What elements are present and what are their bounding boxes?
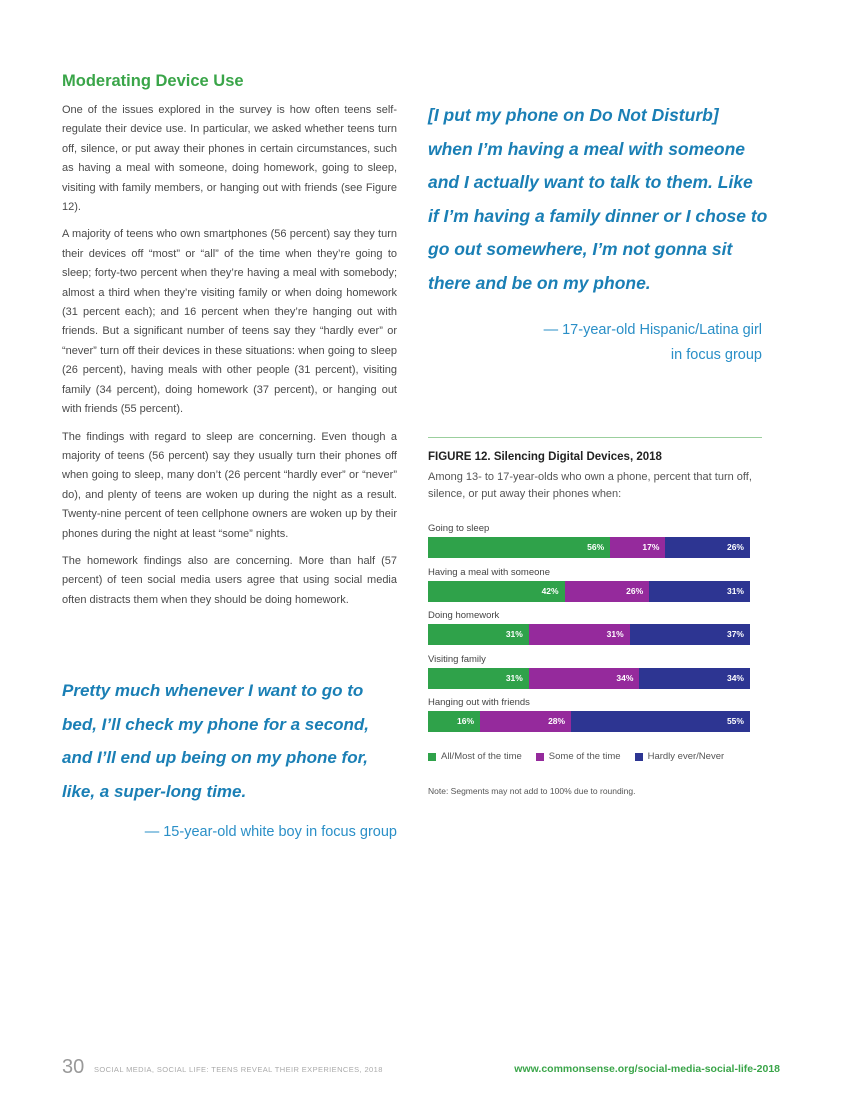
bar-segment [565,581,650,602]
figure-subtitle: Among 13- to 17-year-olds who own a phone, percent that turn off, silence, or put away their phones when: [428,471,752,500]
bar-segment [665,537,750,558]
body-paragraph: The findings with regard to sleep are concerning. Even though a majority of teens (56 percent) say they usually turn their phones off when going to sleep, many don’t (26 percent “hardly ever” or “never” do), and plenty of teens are woken up during the night as a result. Twenty-nine percent of teen cellphone owners are woken up by their phones during the night at least “some” nights. [62,430,397,540]
data-label: 34% [616,672,634,683]
data-label: 26% [726,542,744,552]
bar-segment [428,624,529,645]
bar-group [428,607,758,651]
bar-segment [639,668,750,689]
legend-label: Hardly ever/Never [647,751,725,762]
bar-segment [428,711,480,732]
stacked-bar [428,537,750,558]
legend-swatch [428,753,436,761]
stacked-bar [428,624,750,645]
legend-label: Some of the time [548,751,621,762]
bar-segment [428,537,610,558]
data-label: 16% [457,716,475,726]
bar-group [428,520,758,564]
attribution-line: in focus group [670,347,762,363]
bar-group [428,564,758,608]
bar-segment [529,668,640,689]
data-label: 31% [505,672,523,683]
legend-item [635,751,725,762]
bar-group [428,651,758,695]
body-paragraph: A majority of teens who own smartphones (56 percent) say they turn their devices off “most” or “all” of the time when they’re going to sleep; forty-two percent when they’re having a meal with somebody; almost a third when they’re visiting family or when doing homework (31 percent each); and 16 percent when they’re hanging out with friends. But a significant number of teens say they “hardly ever” or “never” turn off their devices in these situations: when going to sleep (26 percent), having meals with other people (31 percent), visiting family (34 percent), doing homework (37 percent), or hanging out with friends (55 percent). [62,228,397,416]
data-label: 31% [726,585,744,596]
page-footer [62,1056,782,1080]
data-label: 17% [642,542,660,552]
legend-swatch [635,753,643,761]
stacked-bar [428,711,750,732]
data-label: 42% [541,585,559,596]
legend-label: All/Most of the time [441,751,522,762]
pull-quote-attribution: — 15-year-old white boy in focus group [144,824,397,840]
chart-legend [428,751,738,762]
figure-divider [428,437,762,438]
pull-quote-text: Pretty much whenever I want to go to bed, I’ll check my phone for a second, and I’ll end up being on my phone for, like, a super-long time. [62,681,370,801]
category-label: Going to sleep [428,523,490,534]
data-label: 28% [548,716,566,726]
stacked-bar [428,581,750,602]
stacked-bar-chart [428,520,758,738]
bar-group [428,694,758,738]
bar-segment [571,711,750,732]
pull-quote-text: [I put my phone on Do Not Disturb] when I’m having a meal with someone and I actually want to talk to them. Like if I’m having a family dinner or I chose to go out somewhere, I’m not gonna sit there and be on my phone. [428,105,768,293]
category-label: Having a meal with someone [428,566,550,578]
attribution-line: — 17-year-old Hispanic/Latina girl [543,322,762,338]
legend-item [536,751,621,762]
stacked-bar [428,668,750,689]
data-label: 34% [726,672,744,683]
data-label: 56% [587,542,605,552]
body-paragraph: One of the issues explored in the survey is how often teens self-regulate their device use. In particular, we asked whether teens turn off, silence, or put away their phones in certain circumstances, such as having a meal with someone, doing homework, going to sleep, visiting with family members, or hanging out with friends (see Figure 12). [62,104,397,214]
figure-note: Note: Segments may not add to 100% due to rounding. [428,786,636,796]
data-label: 37% [726,629,744,639]
data-label: 31% [505,629,523,639]
bar-segment [529,624,630,645]
pull-quote-right [428,99,768,300]
body-paragraph: The homework findings also are concerning. More than half (57 percent) of teen social media users agree that using social media often distracts them when they should be doing homework. [62,554,397,606]
pull-quote-left [62,674,402,808]
page-number: 30 [62,1056,85,1078]
bar-segment [480,711,571,732]
bar-segment [610,537,665,558]
category-label: Doing homework [428,610,500,621]
category-label: Visiting family [428,653,486,665]
legend-swatch [536,753,544,761]
legend-item [428,751,522,762]
bar-segment [428,581,565,602]
figure-title: FIGURE 12. Silencing Digital Devices, 2018 [428,451,662,463]
data-label: 31% [606,629,624,639]
section-title: Moderating Device Use [62,72,244,90]
data-label: 26% [626,585,644,596]
publication-title: SOCIAL MEDIA, SOCIAL LIFE: TEENS REVEAL THEIR EXPERIENCES, 2018 [94,1065,383,1074]
pull-quote-attribution [428,318,762,368]
footer-link[interactable]: www.commonsense.org/social-media-social-life-2018 [514,1063,780,1075]
category-label: Hanging out with friends [428,697,530,708]
main-text-column [62,70,397,618]
bar-segment [649,581,750,602]
bar-segment [630,624,750,645]
data-label: 55% [726,716,744,726]
bar-segment [428,668,529,689]
